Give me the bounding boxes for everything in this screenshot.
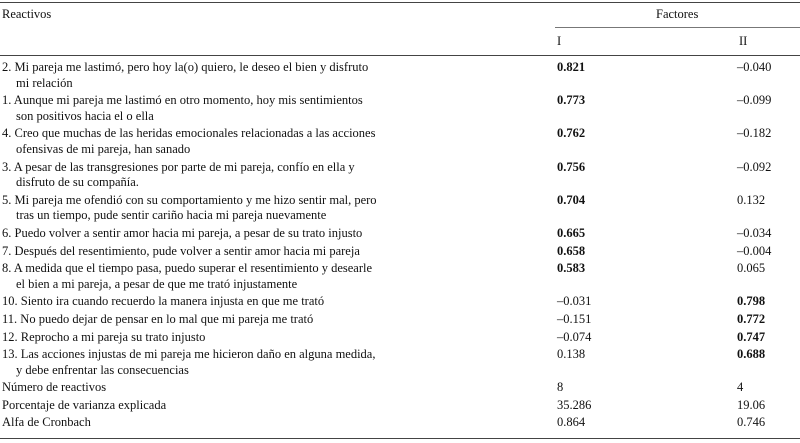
factor-1-loading: 0.821 — [557, 60, 586, 74]
table-row — [0, 261, 800, 292]
item-line-2: mi relación — [16, 75, 73, 90]
summary-factor-2: 4 — [737, 380, 744, 395]
factor-2-loading: 0.688 — [737, 347, 766, 362]
factor-1-loading: 0.704 — [557, 192, 586, 207]
item-line-1: 11. No puedo dejar de pensar en lo mal que mi pareja me trató — [2, 311, 314, 326]
header-rule — [0, 55, 800, 56]
factor-2-loading: –0.040 — [737, 60, 772, 74]
item-line-1: 2. Mi pareja me lastimó, pero hoy la(o) quiero, le deseo el bien y disfruto — [2, 60, 369, 74]
summary-factor-1: 0.864 — [557, 415, 586, 430]
factor-2-loading: –0.092 — [737, 159, 772, 174]
table-row — [0, 347, 800, 378]
item-line-1: 12. Reprocho a mi pareja su trato injusto — [2, 329, 206, 344]
factor-1-loading: 0.658 — [557, 243, 586, 258]
item-text — [0, 60, 555, 91]
table-row — [0, 193, 800, 224]
item-text — [0, 126, 555, 157]
summary-label: Porcentaje de varianza explicada — [2, 397, 167, 412]
factor-2-loading: 0.132 — [737, 192, 766, 207]
item-line-1: 10. Siento ira cuando recuerdo la manera injusta en que me trató — [2, 294, 325, 309]
summary-row — [0, 415, 800, 431]
table-row — [0, 312, 800, 328]
item-line-2: y debe enfrentar las consecuencias — [16, 362, 189, 377]
item-line-1: 3. A pesar de las transgresiones por parte de mi pareja, confío en ella y — [2, 159, 355, 174]
item-line-1: 1. Aunque mi pareja me lastimó en otro momento, hoy mis sentimientos — [2, 93, 363, 108]
factor-2-loading: –0.182 — [737, 126, 772, 141]
factors-subrule — [555, 27, 800, 28]
factor-1-loading: 0.665 — [557, 225, 586, 240]
item-text — [0, 93, 555, 124]
summary-row — [0, 398, 800, 414]
items-column-header: Reactivos — [2, 7, 52, 21]
item-line-2: disfruto de su compañía. — [16, 175, 139, 190]
item-line-2: el bien a mi pareja, a pesar de que me trató injustamente — [16, 276, 298, 291]
item-line-1: 4. Creo que muchas de las heridas emocionales relacionadas a las acciones — [2, 126, 376, 141]
item-text — [0, 160, 555, 191]
factor-1-loading: –0.074 — [557, 329, 592, 344]
item-text — [0, 294, 555, 310]
factor-2-loading: 0.065 — [737, 261, 766, 276]
item-line-1: 5. Mi pareja me ofendió con su comportamiento y me hizo sentir mal, pero — [2, 192, 377, 207]
summary-factor-2: 19.06 — [737, 397, 766, 412]
item-text — [0, 244, 555, 260]
item-text — [0, 261, 555, 292]
factor-2-loading: 0.747 — [737, 329, 766, 344]
item-line-1: 8. A medida que el tiempo pasa, puedo superar el resentimiento y desearle — [2, 261, 373, 276]
summary-factor-1: 35.286 — [557, 397, 592, 412]
factor-2-loading: –0.034 — [737, 225, 772, 240]
factor-1-header: I — [557, 34, 562, 48]
factor-2-header: II — [739, 34, 748, 48]
factor-2-loading: –0.004 — [737, 243, 772, 258]
table-row — [0, 60, 800, 91]
top-rule — [0, 2, 800, 3]
factor-2-loading: 0.772 — [737, 311, 766, 326]
table-row — [0, 93, 800, 124]
table-row — [0, 126, 800, 157]
summary-factor-1: 8 — [557, 380, 564, 395]
item-line-2: ofensivas de mi pareja, han sanado — [16, 141, 191, 156]
summary-label: Número de reactivos — [2, 380, 107, 395]
item-line-1: 6. Puedo volver a sentir amor hacia mi pareja, a pesar de su trato injusto — [2, 225, 363, 240]
item-text — [0, 330, 555, 346]
table-row — [0, 226, 800, 242]
item-text — [0, 226, 555, 242]
summary-label: Alfa de Cronbach — [2, 415, 91, 430]
table-row — [0, 330, 800, 346]
factor-1-loading: 0.138 — [557, 347, 586, 362]
factor-2-loading: 0.798 — [737, 294, 766, 309]
factors-group-header: Factores — [656, 7, 699, 21]
factor-1-loading: –0.151 — [557, 311, 592, 326]
factor-1-loading: 0.762 — [557, 126, 586, 141]
factor-1-loading: 0.583 — [557, 261, 586, 276]
table-row — [0, 294, 800, 310]
factor-1-loading: 0.756 — [557, 159, 586, 174]
summary-row — [0, 380, 800, 396]
loadings-body — [0, 60, 800, 433]
summary-factor-2: 0.746 — [737, 415, 766, 430]
item-text — [0, 193, 555, 224]
item-line-1: 13. Las acciones injustas de mi pareja me hicieron daño en alguna medida, — [2, 347, 376, 362]
bottom-rule — [0, 438, 800, 439]
factor-1-loading: 0.773 — [557, 93, 586, 108]
item-text — [0, 312, 555, 328]
factor-2-loading: –0.099 — [737, 93, 772, 108]
item-text — [0, 347, 555, 378]
factor-1-loading: –0.031 — [557, 294, 592, 309]
item-line-2: son positivos hacia el o ella — [16, 108, 154, 123]
item-line-1: 7. Después del resentimiento, pude volver a sentir amor hacia mi pareja — [2, 243, 360, 258]
table-row — [0, 160, 800, 191]
table-row — [0, 244, 800, 260]
item-line-2: tras un tiempo, pude sentir cariño hacia mi pareja nuevamente — [16, 208, 327, 223]
